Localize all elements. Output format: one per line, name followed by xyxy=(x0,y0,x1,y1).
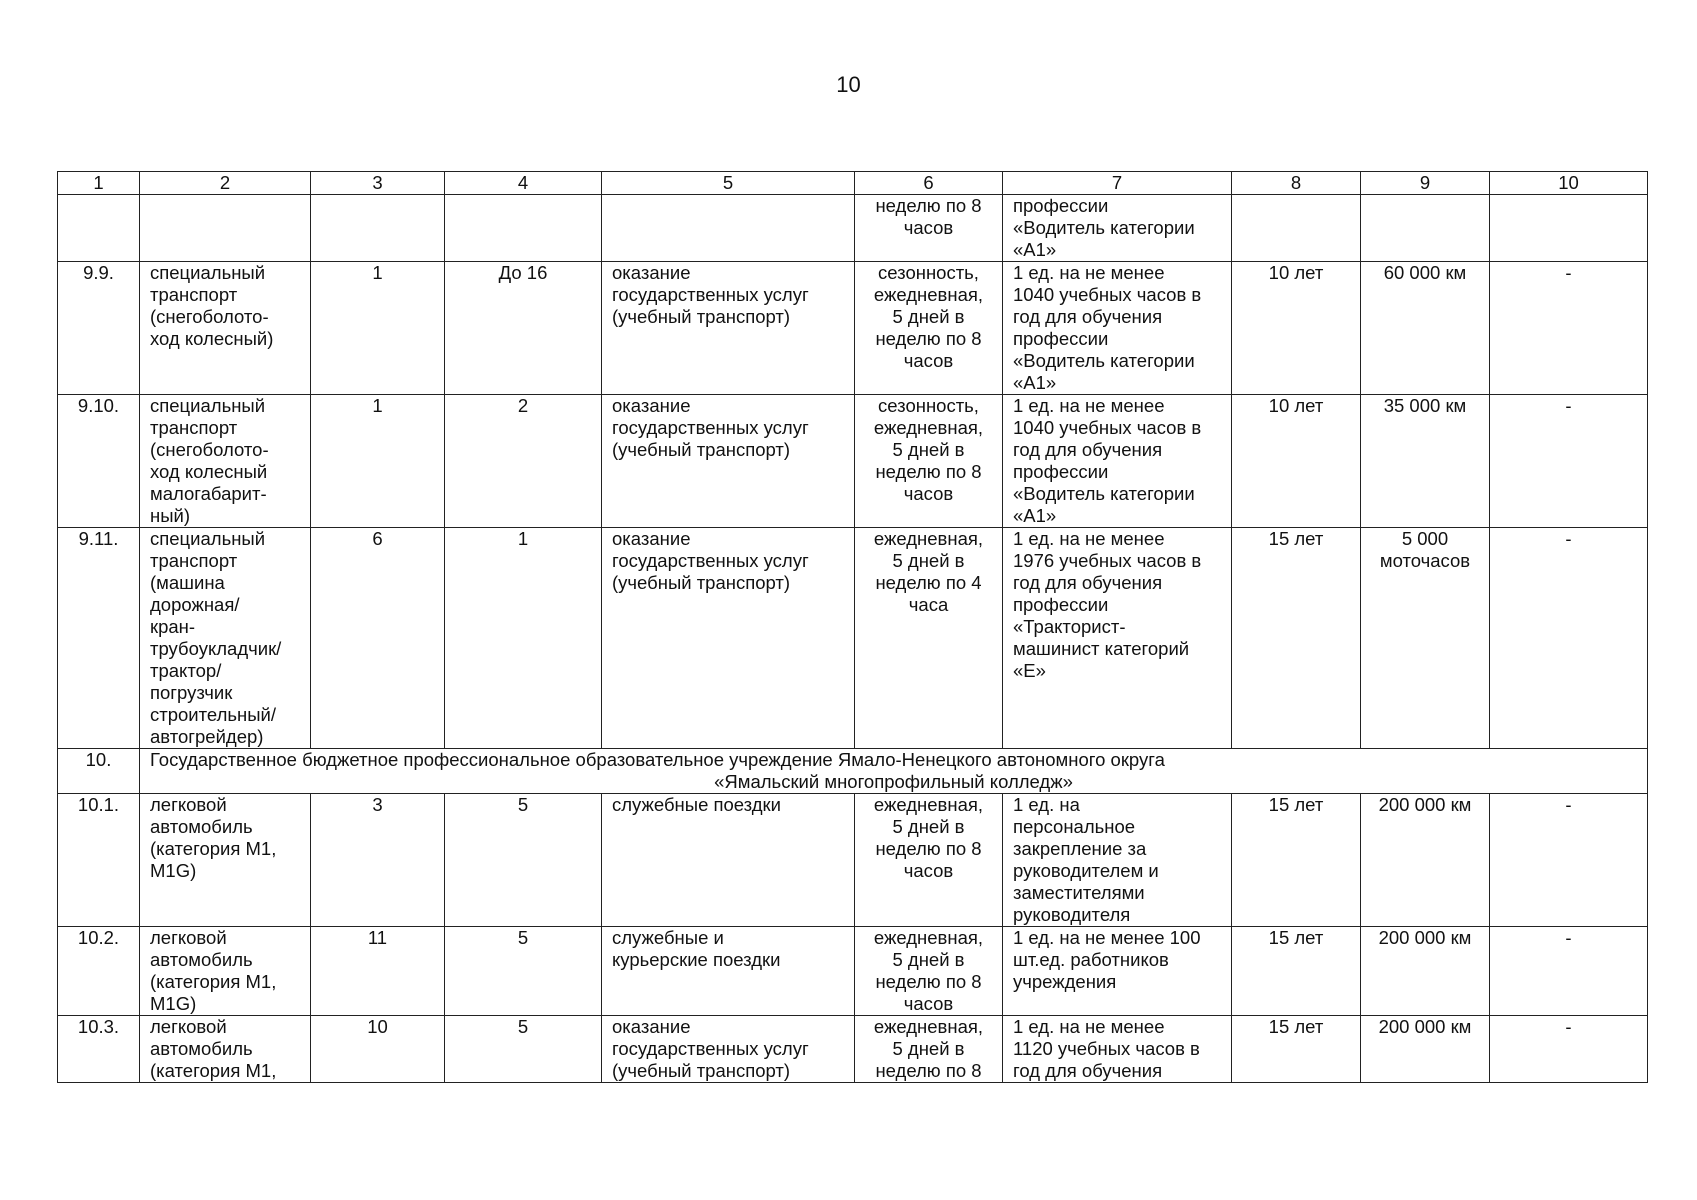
table-cell: 1 ед. на не менее 1040 учебных часов в год для обучения профессии «Водитель категории «А1» xyxy=(1003,262,1232,395)
table-cell: профессии «Водитель категории «А1» xyxy=(1003,195,1232,262)
table-cell: неделю по 8 часов xyxy=(855,195,1003,262)
table-cell: 9.11. xyxy=(58,528,140,749)
table-cell xyxy=(311,195,445,262)
table-cell: 1 ед. на не менее 1120 учебных часов в год для обучения xyxy=(1003,1016,1232,1083)
table-cell: 1 ед. на персональное закрепление за руководителем и заместителями руководителя xyxy=(1003,794,1232,927)
table-cell: - xyxy=(1490,262,1648,395)
table-cell: ежедневная, 5 дней в неделю по 4 часа xyxy=(855,528,1003,749)
table-cell: - xyxy=(1490,794,1648,927)
table-cell: легковой автомобиль (категория М1, xyxy=(140,1016,311,1083)
column-header: 10 xyxy=(1490,172,1648,195)
table-cell: 35 000 км xyxy=(1361,395,1490,528)
column-header: 8 xyxy=(1232,172,1361,195)
column-header: 6 xyxy=(855,172,1003,195)
table-cell: 10 xyxy=(311,1016,445,1083)
table-cell: ежедневная, 5 дней в неделю по 8 xyxy=(855,1016,1003,1083)
table-cell: 60 000 км xyxy=(1361,262,1490,395)
column-header: 5 xyxy=(602,172,855,195)
table-cell xyxy=(1361,195,1490,262)
table-cell: 5 000 моточасов xyxy=(1361,528,1490,749)
table-cell: специальный транспорт (снегоболото- ход колесный малогабарит- ный) xyxy=(140,395,311,528)
column-number-row xyxy=(58,172,1648,195)
table-cell: 1 ед. на не менее 1040 учебных часов в год для обучения профессии «Водитель категории «А1» xyxy=(1003,395,1232,528)
page-number: 10 xyxy=(836,72,861,97)
column-header: 9 xyxy=(1361,172,1490,195)
table-cell: 200 000 км xyxy=(1361,1016,1490,1083)
table-cell: оказание государственных услуг (учебный транспорт) xyxy=(602,528,855,749)
table-cell: оказание государственных услуг (учебный транспорт) xyxy=(602,395,855,528)
table-cell: специальный транспорт (машина дорожная/ кран- трубоукладчик/ трактор/ погрузчик строительный/ автогрейдер) xyxy=(140,528,311,749)
table-cell: - xyxy=(1490,528,1648,749)
table-cell: легковой автомобиль (категория М1, M1G) xyxy=(140,927,311,1016)
table-cell: - xyxy=(1490,1016,1648,1083)
table-cell: легковой автомобиль (категория М1, M1G) xyxy=(140,794,311,927)
section-title xyxy=(140,749,1648,794)
table-cell: 10.2. xyxy=(58,927,140,1016)
vehicle-norms-table xyxy=(57,171,1648,1083)
table-cell: служебные и курьерские поездки xyxy=(602,927,855,1016)
table-cell xyxy=(445,195,602,262)
table-cell: оказание государственных услуг (учебный транспорт) xyxy=(602,262,855,395)
table-cell: специальный транспорт (снегоболото- ход колесный) xyxy=(140,262,311,395)
table-cell: 1 xyxy=(311,262,445,395)
column-header: 1 xyxy=(58,172,140,195)
table-cell: 1 xyxy=(445,528,602,749)
table-cell xyxy=(1232,195,1361,262)
section-title-line1: Государственное бюджетное профессиональное образовательное учреждение Ямало-Ненецкого автономного округа xyxy=(150,749,1165,770)
column-header: 3 xyxy=(311,172,445,195)
table-cell xyxy=(58,195,140,262)
table-cell: ежедневная, 5 дней в неделю по 8 часов xyxy=(855,927,1003,1016)
table-row xyxy=(58,262,1648,395)
table-cell: 5 xyxy=(445,927,602,1016)
table-cell: 11 xyxy=(311,927,445,1016)
table-cell: 10.3. xyxy=(58,1016,140,1083)
table-cell: - xyxy=(1490,395,1648,528)
table-cell: 5 xyxy=(445,794,602,927)
table-cell: 1 ед. на не менее 1976 учебных часов в год для обучения профессии «Тракторист- машинист категорий «Е» xyxy=(1003,528,1232,749)
rows-section-10 xyxy=(58,794,1648,1083)
table-cell: 1 xyxy=(311,395,445,528)
section-header-row xyxy=(58,749,1648,794)
table-cell: 15 лет xyxy=(1232,794,1361,927)
rows-section-9 xyxy=(58,262,1648,749)
continuation-row xyxy=(58,195,1648,262)
table-row xyxy=(58,794,1648,927)
table-cell: 10.1. xyxy=(58,794,140,927)
table-row xyxy=(58,395,1648,528)
table-cell: сезонность, ежедневная, 5 дней в неделю по 8 часов xyxy=(855,262,1003,395)
table-cell: 200 000 км xyxy=(1361,794,1490,927)
table-cell: 9.9. xyxy=(58,262,140,395)
table-cell: - xyxy=(1490,927,1648,1016)
table-cell: 3 xyxy=(311,794,445,927)
table-row xyxy=(58,528,1648,749)
table-cell: До 16 xyxy=(445,262,602,395)
table-cell: 9.10. xyxy=(58,395,140,528)
table-row xyxy=(58,927,1648,1016)
table-cell: 10 лет xyxy=(1232,262,1361,395)
table-cell xyxy=(602,195,855,262)
table-cell: ежедневная, 5 дней в неделю по 8 часов xyxy=(855,794,1003,927)
table-cell: 15 лет xyxy=(1232,528,1361,749)
table-cell: 6 xyxy=(311,528,445,749)
table-cell xyxy=(140,195,311,262)
table-cell: 15 лет xyxy=(1232,927,1361,1016)
table-cell: сезонность, ежедневная, 5 дней в неделю по 8 часов xyxy=(855,395,1003,528)
table-cell: 2 xyxy=(445,395,602,528)
table-cell: 15 лет xyxy=(1232,1016,1361,1083)
table-cell: служебные поездки xyxy=(602,794,855,927)
table-cell: 5 xyxy=(445,1016,602,1083)
column-header: 7 xyxy=(1003,172,1232,195)
table-cell: 10 лет xyxy=(1232,395,1361,528)
table-row xyxy=(58,1016,1648,1083)
table-cell xyxy=(1490,195,1648,262)
column-header: 4 xyxy=(445,172,602,195)
section-number: 10. xyxy=(58,749,140,794)
table-cell: 200 000 км xyxy=(1361,927,1490,1016)
table-cell: оказание государственных услуг (учебный транспорт) xyxy=(602,1016,855,1083)
table-cell: 1 ед. на не менее 100 шт.ед. работников учреждения xyxy=(1003,927,1232,1016)
section-title-line2: «Ямальский многопрофильный колледж» xyxy=(714,771,1073,792)
column-header: 2 xyxy=(140,172,311,195)
